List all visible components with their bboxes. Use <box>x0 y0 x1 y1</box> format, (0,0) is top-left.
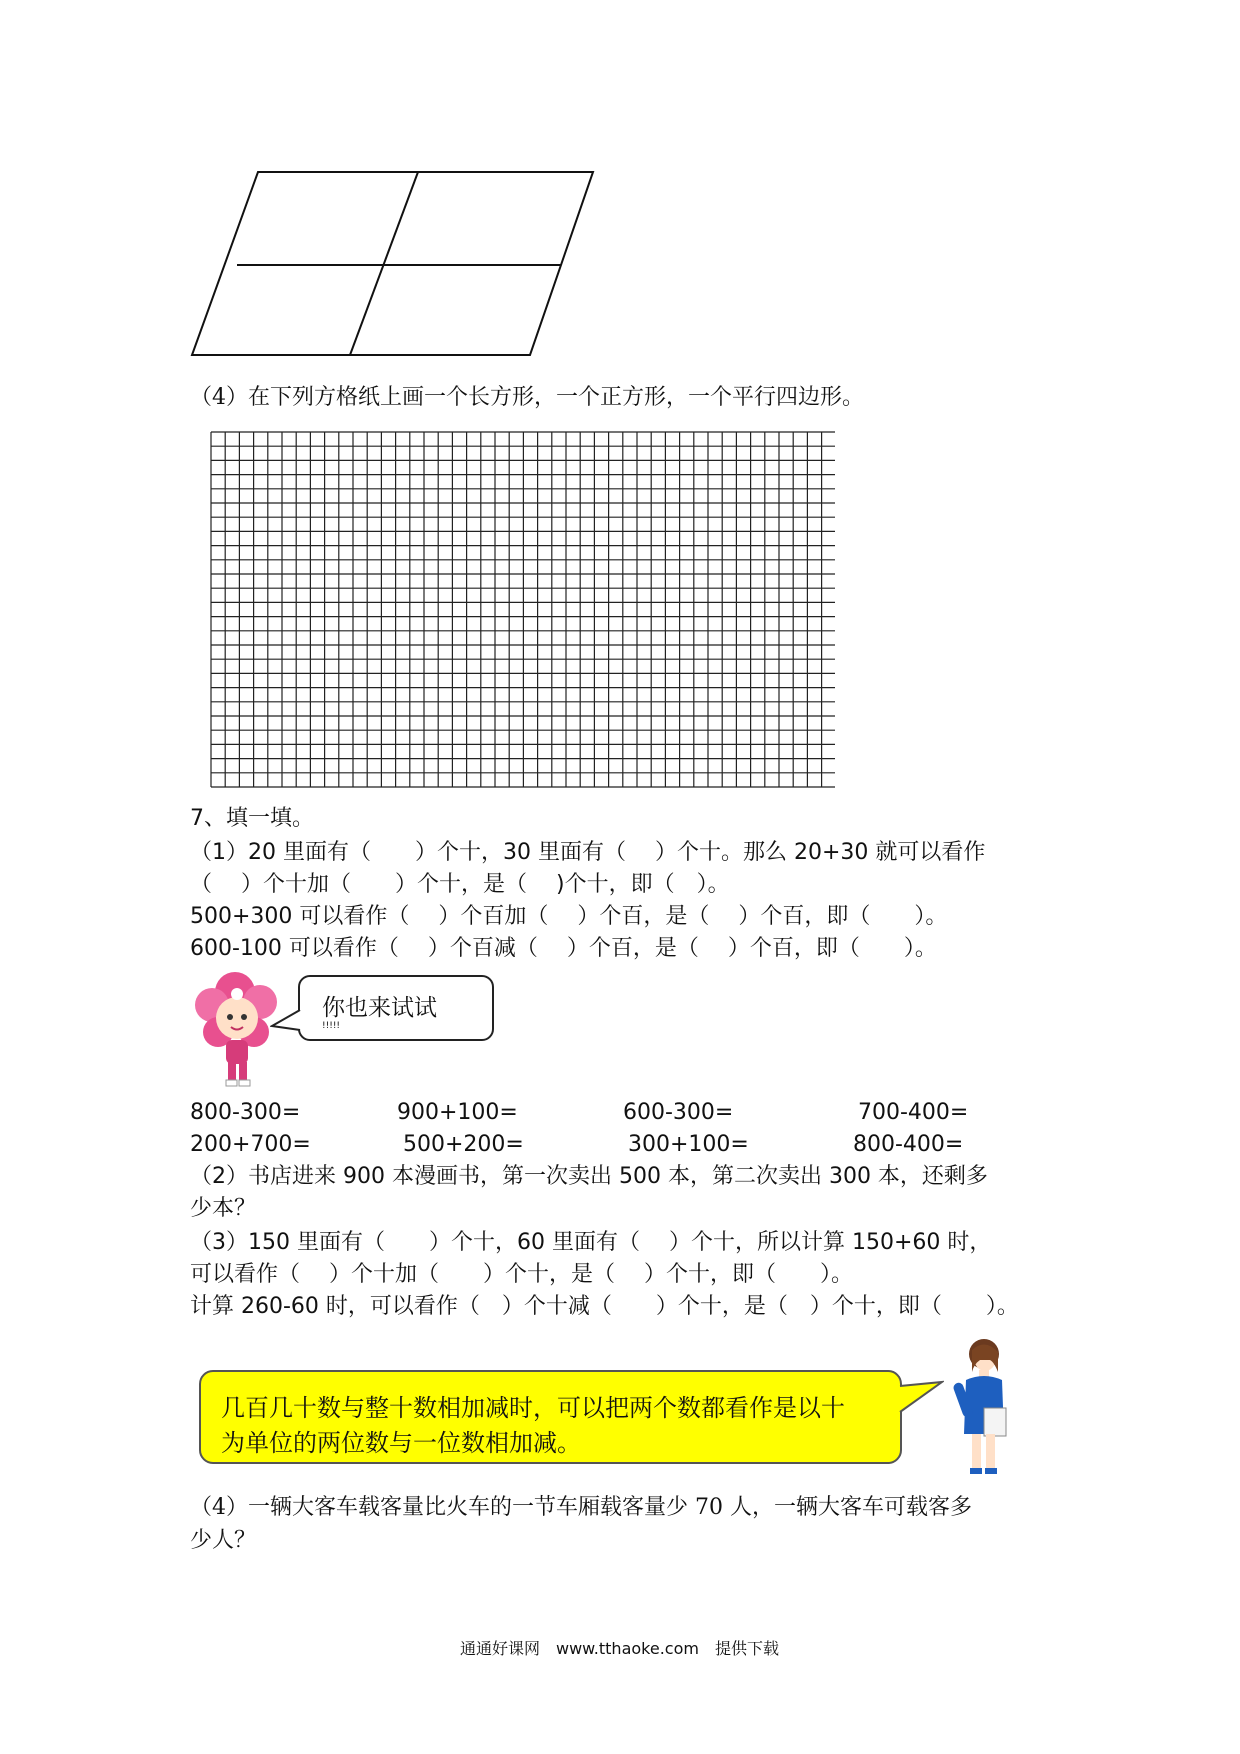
exercise: 300+100= <box>628 1132 749 1157</box>
grid-paper[interactable] <box>207 428 835 796</box>
q7-3-line3: 计算 260-60 时，可以看作（ ）个十减（ ）个十，是（ ）个十，即（ ）。 <box>190 1294 1019 1319</box>
q7-2-line2: 少本？ <box>190 1196 257 1221</box>
q7-2-line1: （2）书店进来 900 本漫画书，第一次卖出 500 本，第二次卖出 300 本，还剩多 <box>190 1164 988 1189</box>
footer: 通通好课网 www.tthaoke.com 提供下载 <box>460 1639 779 1658</box>
exercise: 200+700= <box>190 1132 311 1157</box>
exercise: 800-400= <box>853 1132 964 1157</box>
exercise: 500+200= <box>403 1132 524 1157</box>
speech-bubble <box>298 975 494 1041</box>
tip-callout <box>199 1370 902 1464</box>
tip-callout-tail <box>898 1380 944 1416</box>
exercise: 600-300= <box>623 1100 734 1125</box>
tip-line1: 几百几十数与整十数相加减时，可以把两个数都看作是以十 <box>221 1394 845 1422</box>
speech-bubble-tail <box>270 1008 302 1038</box>
speech-bubble-text: 你也来试试 <box>322 995 437 1021</box>
q7-1-line4: 600-100 可以看作（ ）个百减（ ）个百，是（ ）个百，即（ ）。 <box>190 936 937 961</box>
q7-3-line2: 可以看作（ ）个十加（ ）个十，是（ ）个十，即（ ）。 <box>190 1262 853 1287</box>
speech-bubble-subtext: !!!!! <box>322 1021 341 1031</box>
q7-4-line1: （4）一辆大客车载客量比火车的一节车厢载客量少 70 人，一辆大客车可载客多 <box>190 1495 972 1520</box>
q7-title: 7、填一填。 <box>190 806 314 831</box>
exercise: 800-300= <box>190 1100 301 1125</box>
q7-1-line1: （1）20 里面有（ ）个十，30 里面有（ ）个十。那么 20+30 就可以看作 <box>190 840 986 865</box>
q7-1-line2: （ ）个十加（ ）个十，是（ )个十，即（ ）。 <box>190 872 730 897</box>
tip-line2: 为单位的两位数与一位数相加减。 <box>221 1429 581 1457</box>
q7-4-line2: 少人？ <box>190 1528 257 1553</box>
q4-instruction: （4）在下列方格纸上画一个长方形，一个正方形，一个平行四边形。 <box>190 385 864 410</box>
q7-3-line1: （3）150 里面有（ ）个十，60 里面有（ ）个十，所以计算 150+60 时， <box>190 1230 992 1255</box>
q7-1-line3: 500+300 可以看作（ ）个百加（ ）个百，是（ ）个百，即（ ）。 <box>190 904 948 929</box>
exercise: 700-400= <box>858 1100 969 1125</box>
exercise: 900+100= <box>397 1100 518 1125</box>
teacher-woman-image <box>950 1338 1020 1476</box>
parallelogram-figure <box>190 165 600 365</box>
